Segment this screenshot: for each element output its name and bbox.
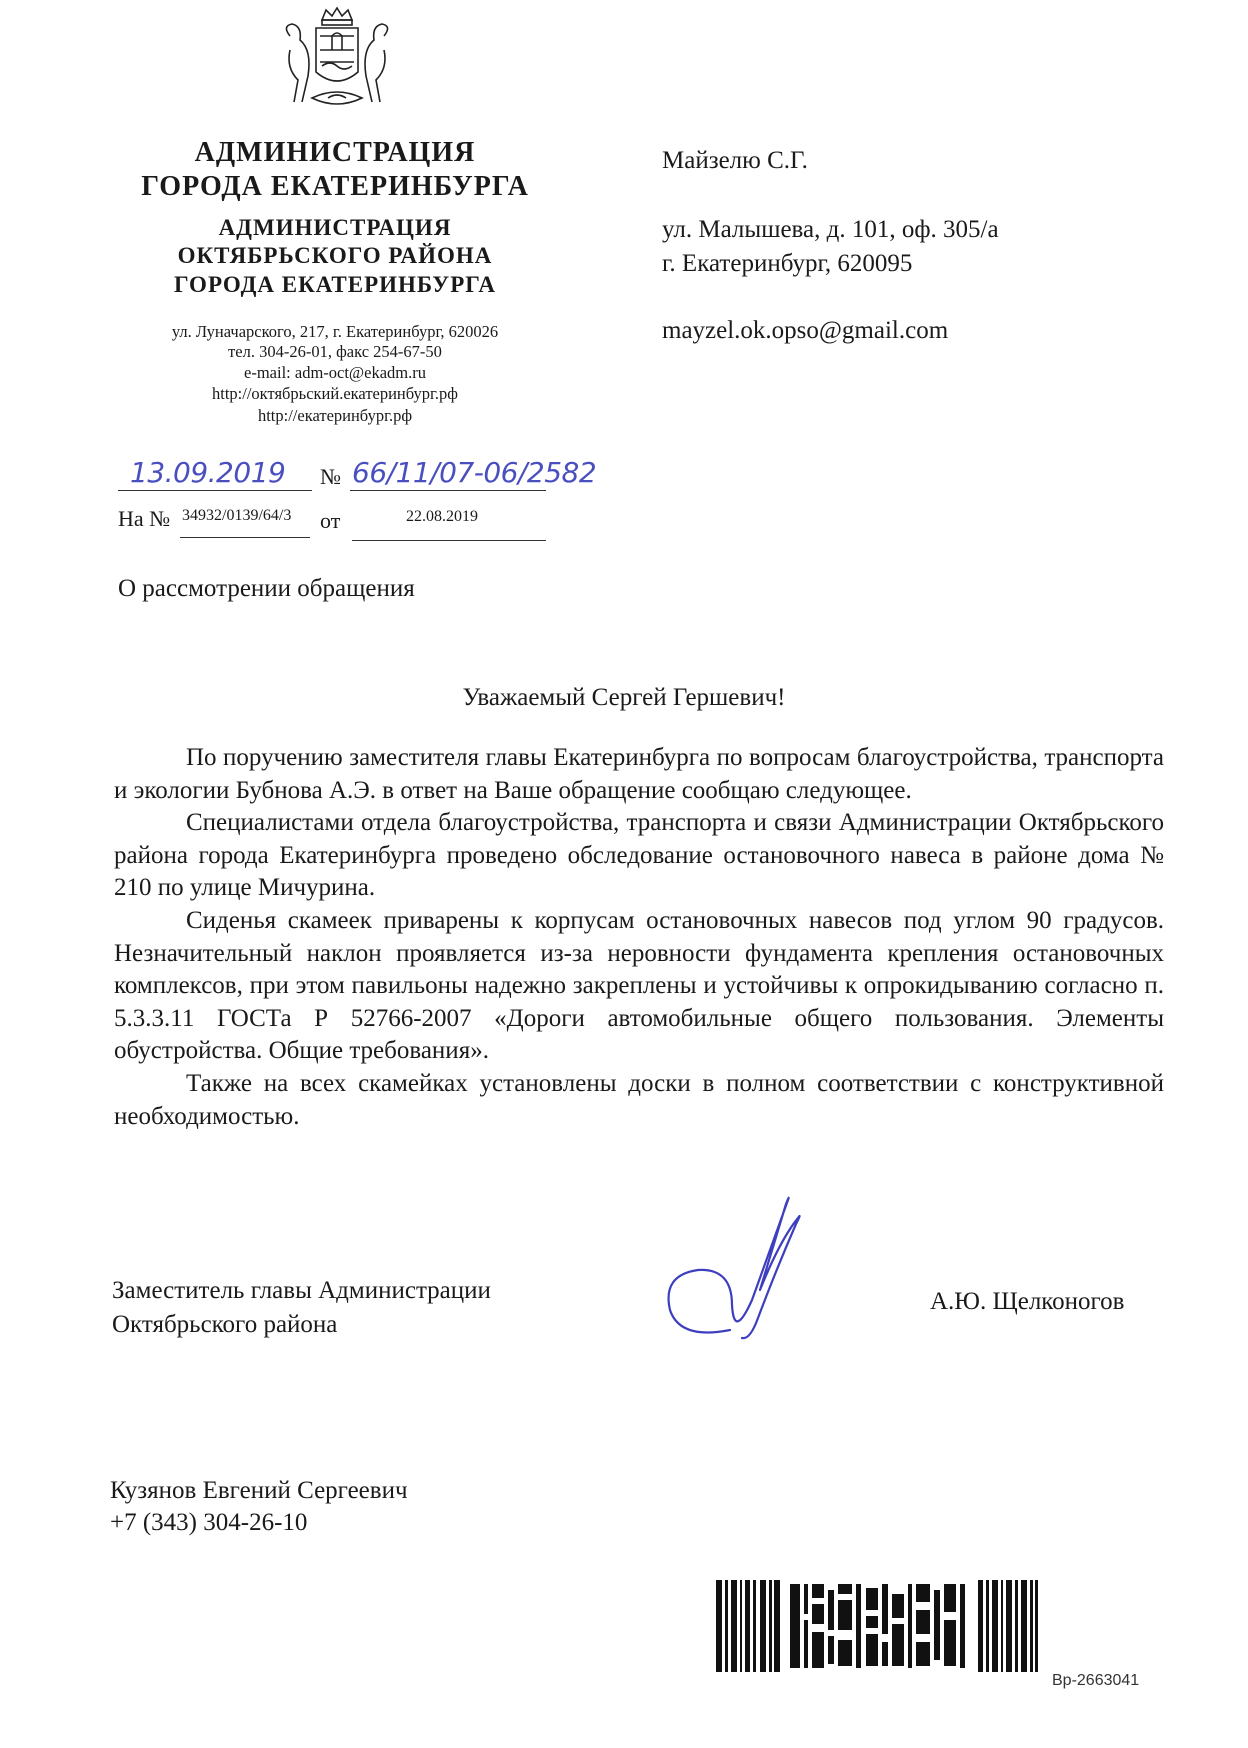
signatory-title-line2: Октябрьского района — [112, 1311, 338, 1338]
reply-date: 22.08.2019 — [406, 508, 478, 525]
document-barcode — [716, 1580, 1038, 1672]
letter-body — [114, 742, 1164, 1133]
letter-subject: О рассмотрении обращения — [118, 575, 415, 602]
coat-of-arms-emblem — [272, 6, 402, 112]
body-paragraph: Также на всех скамейках установлены доски в полном соответствии с конструктивной необходимостью. — [114, 1069, 1164, 1130]
addressee-name: Майзелю С.Г. — [662, 147, 808, 174]
org-name-line2: ГОРОДА ЕКАТЕРИНБУРГА — [141, 171, 529, 202]
signatory-name: А.Ю. Щелконогов — [930, 1288, 1125, 1315]
reply-label: На № — [118, 506, 171, 531]
addressee-email: mayzel.ok.opso@gmail.com — [662, 317, 949, 344]
signatory-title-line1: Заместитель главы Администрации — [112, 1277, 491, 1304]
executor-phone: +7 (343) 304-26-10 — [110, 1509, 308, 1536]
date-underline — [118, 490, 312, 491]
number-label: № — [320, 464, 341, 489]
suborg-name-line2: ОКТЯБРЬСКОГО РАЙОНА — [177, 243, 493, 268]
letterhead-site1: http://октябрьский.екатеринбург.рф — [211, 384, 459, 403]
letterhead-email: e-mail: adm-oct@ekadm.ru — [244, 363, 426, 382]
suborg-name-line3: ГОРОДА ЕКАТЕРИНБУРГА — [174, 272, 496, 297]
reply-number-underline — [180, 537, 310, 538]
executor-name: Кузянов Евгений Сергеевич — [110, 1477, 408, 1504]
handwritten-signature — [640, 1190, 810, 1360]
letterhead-site2: http://екатеринбург.рф — [257, 406, 413, 425]
addressee-city: г. Екатеринбург, 620095 — [662, 250, 913, 277]
addressee-street: ул. Малышева, д. 101, оф. 305/а — [662, 216, 999, 243]
registration-code: Вр-2663041 — [1052, 1672, 1140, 1689]
org-name-line1: АДМИНИСТРАЦИЯ — [194, 137, 476, 168]
body-paragraph: Сиденья скамеек приварены к корпусам остановочных навесов под углом 90 градусов. Незначительный наклон проявляется из-за неровности фундамента крепления остановочных комплексов, при этом павильоны надежно закреплены и устойчивы к опрокидыванию согласно п. 5.3.3.11 ГОСТа Р 52766-2007 «Дороги автомобильные общего пользования. Элементы обустройства. Общие требования». — [114, 906, 1164, 1065]
reply-date-underline — [352, 540, 546, 541]
salutation: Уважаемый Сергей Гершевич! — [462, 684, 786, 711]
letterhead-phone: тел. 304-26-01, факс 254-67-50 — [228, 342, 442, 361]
from-label: от — [320, 508, 341, 533]
suborg-name-line1: АДМИНИСТРАЦИЯ — [218, 215, 452, 240]
handwritten-number: 66/11/07-06/2582 — [352, 456, 597, 489]
reply-number: 34932/0139/64/3 — [182, 507, 292, 524]
number-underline — [350, 490, 546, 491]
body-paragraph: Специалистами отдела благоустройства, транспорта и связи Администрации Октябрьского района города Екатеринбурга проведено обследование остановочного навеса в районе дома № 210 по улице Мичурина. — [114, 809, 1164, 902]
letterhead-address: ул. Луначарского, 217, г. Екатеринбург, 620026 — [171, 322, 499, 341]
signatory-title — [112, 1274, 491, 1342]
body-paragraph: По поручению заместителя главы Екатеринбурга по вопросам благоустройства, транспорта и экологии Бубнова А.Э. в ответ на Ваше обращение сообщаю следующее. — [114, 744, 1164, 804]
handwritten-date: 13.09.2019 — [130, 456, 286, 489]
executor-info — [110, 1475, 408, 1539]
